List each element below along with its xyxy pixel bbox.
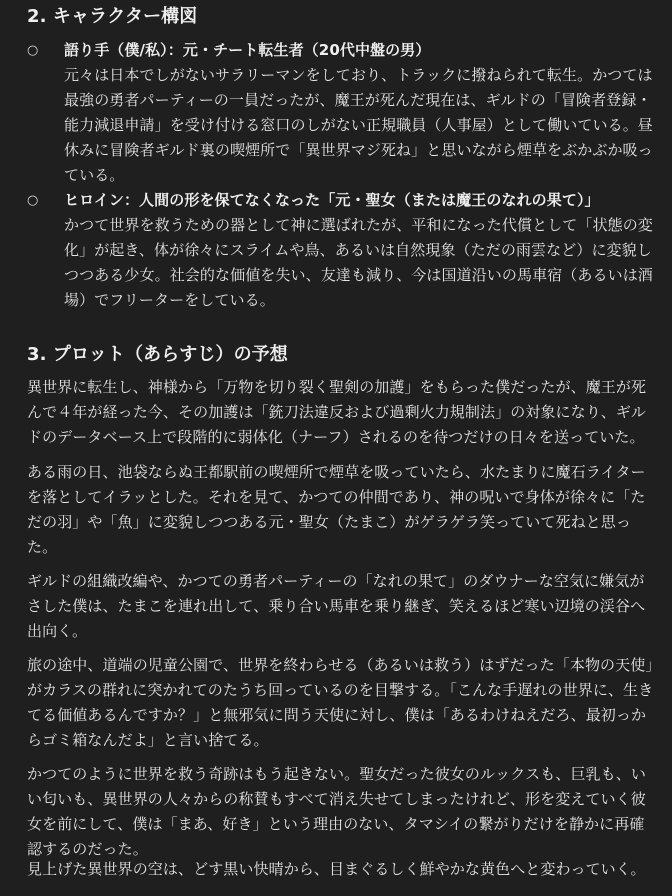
plot-paragraph: 旅の途中、道端の児童公園で、世界を終わらせる（あるいは救う）はずだった「本物の天使」がカラスの群れに突かれてのたうち回っているのを目撃する。「こんな手遅れの世界に、生きてる価値あるんですか？」と無邪気に問う天使に対し、僕は「あるわけねえだろ、最初っからゴミ箱なんだよ」と言い捨てる。 — [27, 656, 654, 749]
list-item-text: 元々は日本でしがないサラリーマンをしており、トラックに撥ねられて転生。かつては最強の勇者パーティーの一員だったが、魔王が死んだ現在は、ギルドの「冒険者登録・能力減退申請」を受け付ける窓口のしがない正規職員（人事屋）として働いている。昼休みに冒険者ギルド裏の喫煙所で「異世界マジ死ね」と思いながら煙草をぶかぶか吸っている。 — [64, 66, 653, 184]
list-item-title: 語り手（僕/私）：元・チート転生者（20代中盤の男） — [64, 41, 431, 59]
plot-paragraph: かつてのように世界を救う奇跡はもう起きない。聖女だった彼女のルックスも、巨乳も、いい匂いも、異世界の人々からの称賛もすべて消え失せてしまったけれど、形を変えていく彼女を前にして、僕は「まあ、好き」という理由のない、タマシイの繋がりだけを静かに再確認するのだった。 — [27, 765, 646, 858]
list-item-title: ヒロイン：人間の形を保てなくなった「元・聖女（または魔王のなれの果て）」 — [64, 191, 600, 209]
section-heading-plot: 3. プロット（あらすじ）の予想 — [27, 344, 288, 365]
plot-paragraph: 見上げた異世界の空は、どす黒い快晴から、目まぐるしく鮮やかな黄色へと変わっていく。 — [27, 860, 646, 878]
section-heading-characters: 2. キャラクター構図 — [27, 6, 198, 27]
plot-paragraph: ある雨の日、池袋ならぬ王都駅前の喫煙所で煙草を吸っていたら、水たまりに魔石ライターを落としてイラッとした。それを見て、かつての仲間であり、神の呪いで身体が徐々に「ただの羽」や「魚」に変貌しつつある元・聖女（たまこ）がゲラゲラ笑っていて死ねと思った。 — [27, 463, 646, 556]
list-item-text: かつて世界を救うための器として神に選ばれたが、平和になった代償として「状態の変化」が起き、体が徐々にスライムや鳥、あるいは自然現象（ただの雨雲など）に変貌しつつある少女。社会的な価値を失い、友達も減り、今は国道沿いの馬車宿（あるいは酒場）でフリーターをしている。 — [64, 216, 653, 309]
plot-paragraph: ギルドの組織改編や、かつての勇者パーティーの「なれの果て」のダウナーな空気に嫌気がさした僕は、たまこを連れ出して、乗り合い馬車を乗り継ぎ、笑えるほど寒い辺境の渓谷へ出向く。 — [27, 572, 646, 640]
bullet-circle-icon: ○ — [27, 193, 39, 208]
bullet-circle-icon: ○ — [27, 43, 39, 58]
plot-paragraph: 異世界に転生し、神様から「万物を切り裂く聖剣の加護」をもらった僕だったが、魔王が死んで４年が経った今、その加護は「銃刀法違反および過剰火力規制法」の対象になり、ギルドのデータベース上で段階的に弱体化（ナーフ）されるのを待つだけの日々を送っていた。 — [27, 378, 647, 446]
